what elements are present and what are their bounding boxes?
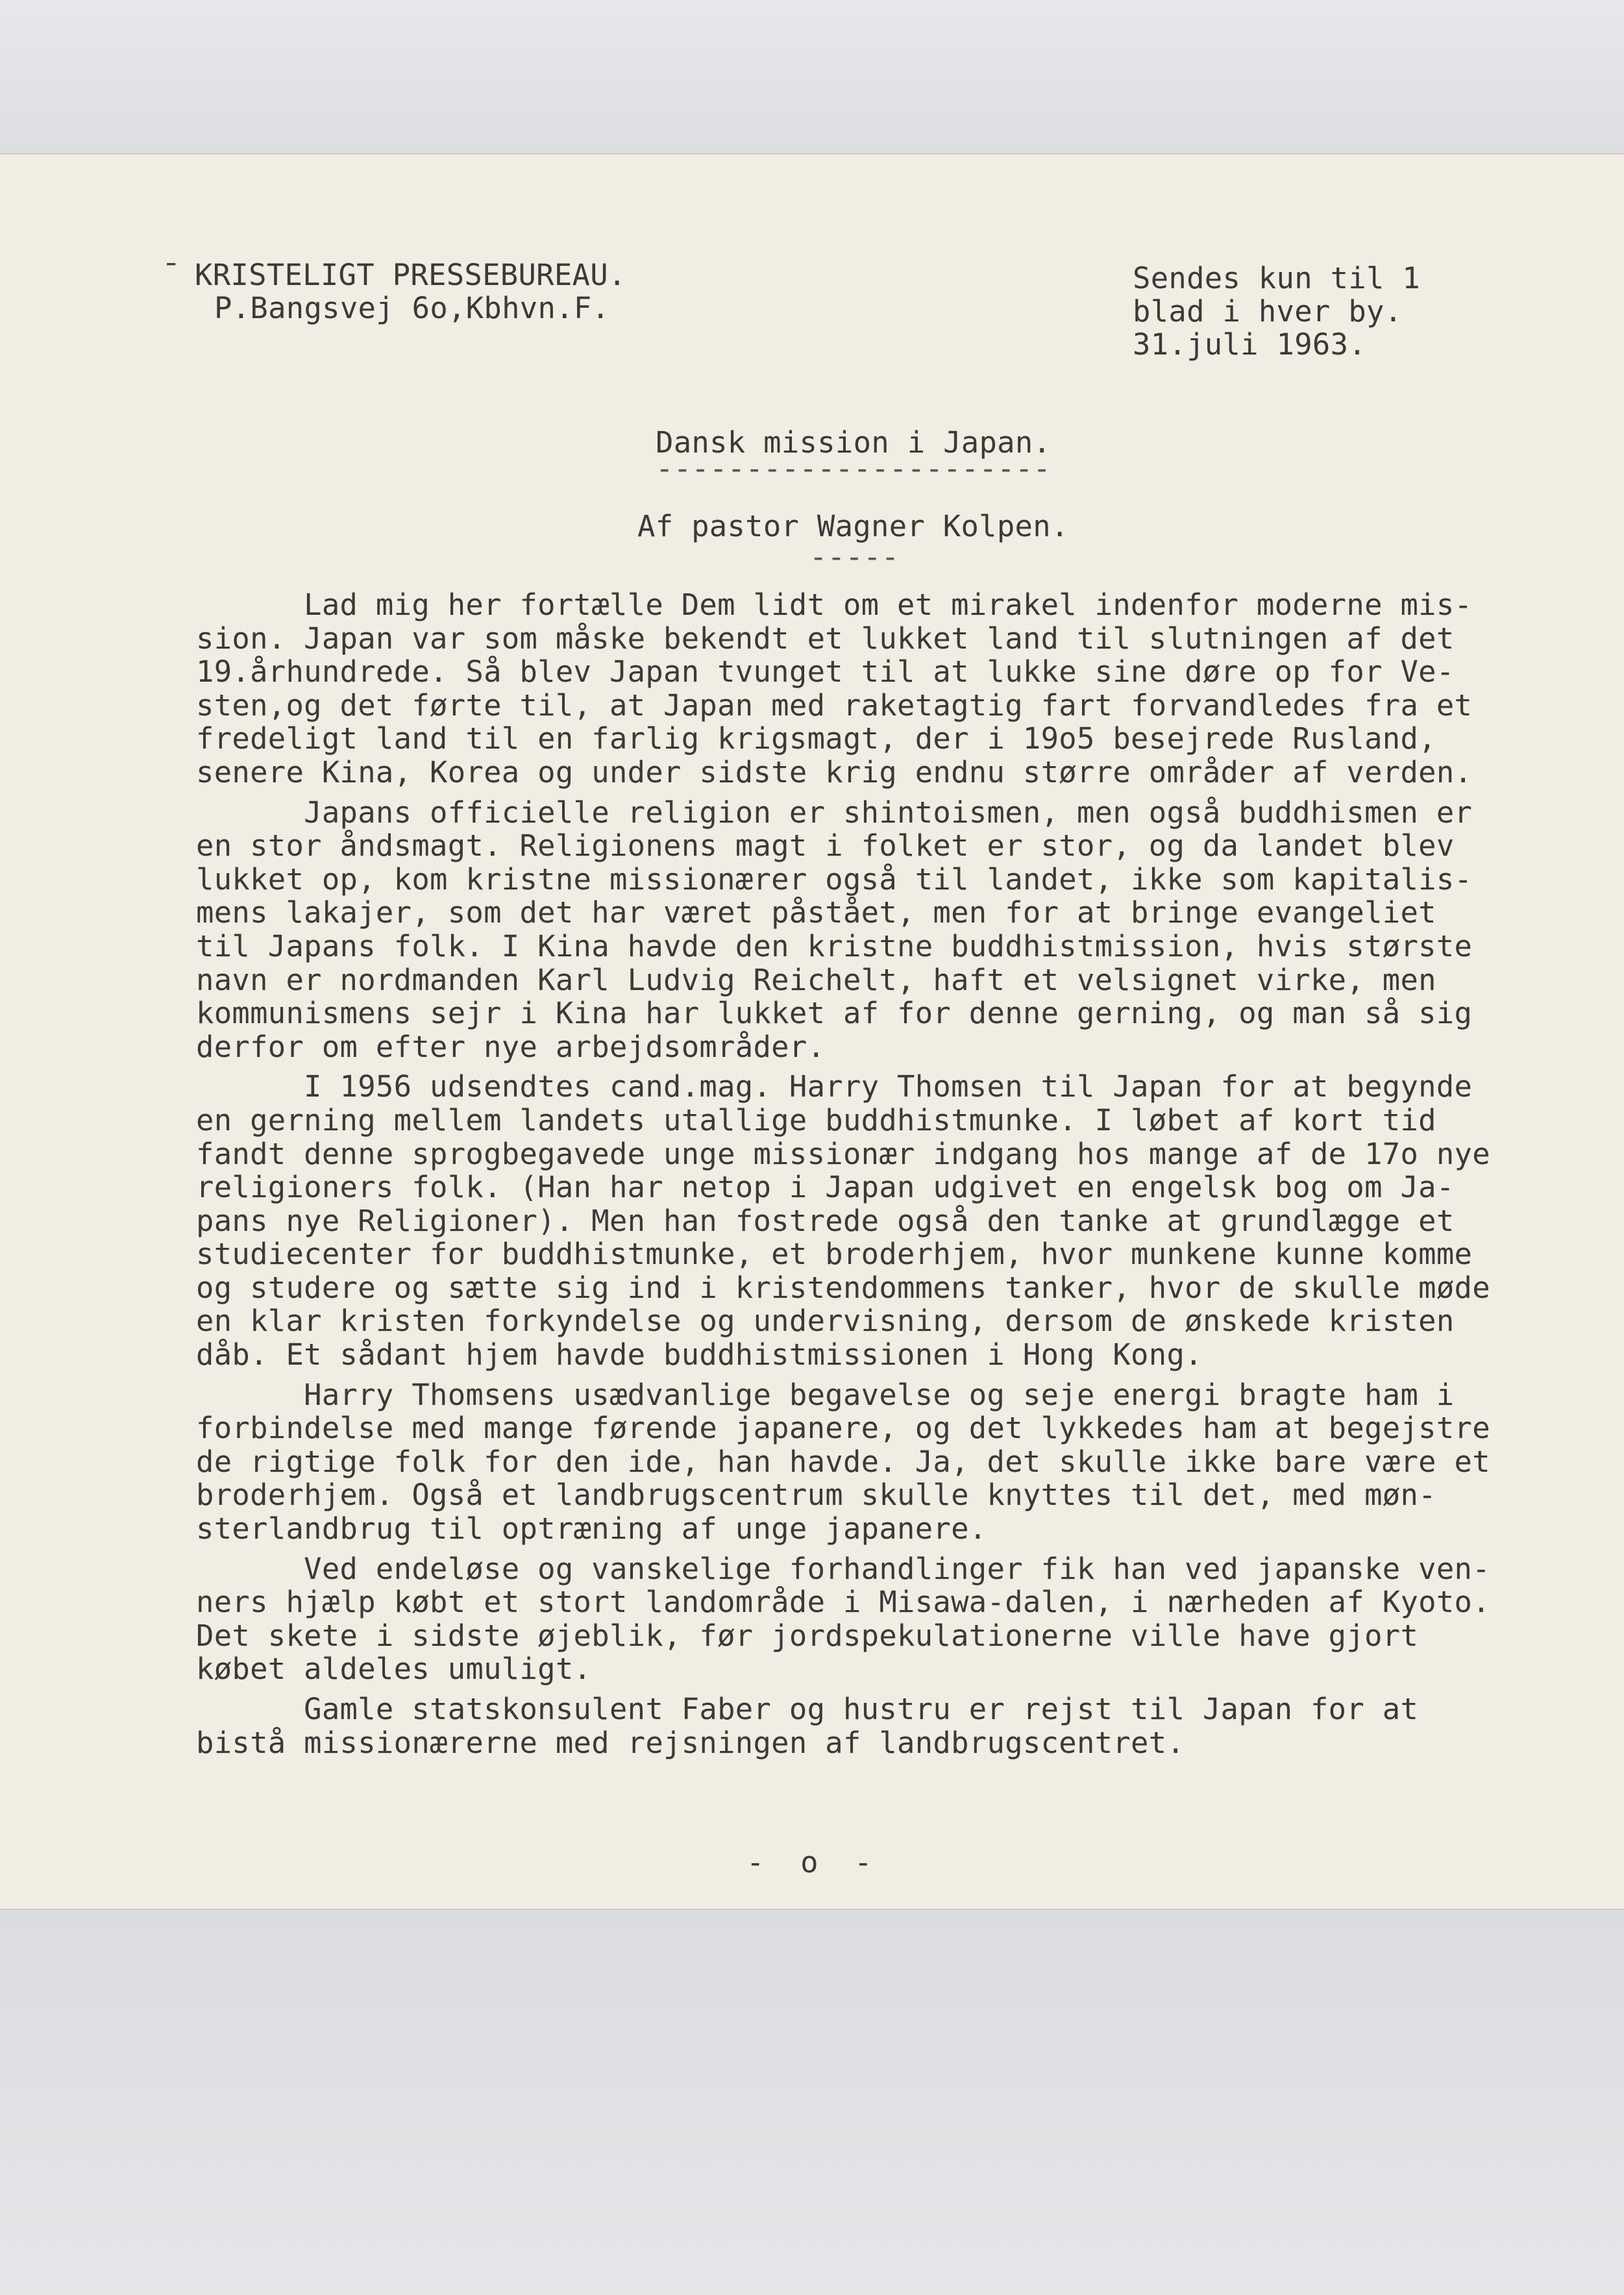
distribution-notice [1133, 262, 1420, 361]
paragraph-4: Harry Thomsens usædvanlige begavelse og seje energi bragte ham i forbindelse med mange førende japanere, og det lykkedes ham at begejstre de rigtige folk for den ide, han havde. Ja, det skulle ikke bare være et broderhjem. Også et landbrugscentrum skulle knyttes til det, med møn- sterlandbrug til optræning af unge japanere. [196, 1377, 1490, 1546]
paragraph-6: Gamle statskonsulent Faber og hustru er rejst til Japan for at bistå missionærerne med rejsningen af landbrugscentret. [196, 1692, 1419, 1760]
title-underline: ---------------------- [656, 451, 1052, 486]
closing-mark: - o - [746, 1845, 872, 1879]
paragraph-3: I 1956 udsendtes cand.mag. Harry Thomsen til Japan for at begynde en gerning mellem landets utallige buddhistmunke. I løbet af kort tid fandt denne sprogbegavede unge missionær indgang hos mange af de 17o nye religioners folk. (Han har netop i Japan udgivet en engelsk bog om Ja- pans nye Religioner). Men han fostrede også den tanke at grundlægge et studiecenter for buddhistmunke, et broderhjem, hvor munkene kunne komme og studere og sætte sig ind i kristendommens tanker, hvor de skulle møde en klar kristen forkyndelse og undervisning, dersom de ønskede kristen dåb. Et sådant hjem havde buddhistmissionen i Hong Kong. [196, 1069, 1490, 1372]
byline-underline: ----- [809, 540, 900, 574]
sender-name: KRISTELIGT PRESSEBUREAU. [195, 258, 626, 292]
sender-address: P.Bangsvej 6o,Kbhvn.F. [214, 291, 610, 325]
paragraph-5: Ved endeløse og vanskelige forhandlinger fik han ved japanske ven- ners hjælp købt et stort landområde i Misawa-dalen, i nærheden af Kyoto. Det skete i sidste øjeblik, før jordspekulationerne ville have gjort købet aldeles umuligt. [196, 1551, 1490, 1687]
paragraph-2: Japans officielle religion er shintoismen, men også buddhismen er en stor åndsmagt. Religionens magt i folket er stor, og da landet blev lukket op, kom kristne missionærer også til landet, ikke som kapitalis- mens lakajer, som det har været påstået, men for at bringe evangeliet til Japans folk. I Kina havde den kristne buddhistmission, hvis største navn er nordmanden Karl Ludvig Reichelt, haft et velsignet virke, men kommunismens sejr i Kina har lukket af for denne gerning, og man så sig derfor om efter nye arbejdsområder. [196, 795, 1473, 1064]
scanner-background-top [0, 0, 1624, 155]
scanner-background-bottom [0, 1909, 1624, 2295]
article-title: Dansk mission i Japan. [656, 425, 1052, 460]
margin-tick-mark: ¯ [162, 258, 180, 292]
typewritten-page [0, 155, 1624, 1909]
article-byline: Af pastor Wagner Kolpen. [637, 509, 1069, 543]
notice-line-1: Sendes kun til 1 [1133, 261, 1421, 295]
article-body [196, 588, 1490, 1759]
notice-line-2: blad i hver by. [1133, 294, 1403, 329]
paragraph-1: Lad mig her fortælle Dem lidt om et mirakel indenfor moderne mis- sion. Japan var som måske bekendt et lukket land til slutningen af det 19.århundrede. Så blev Japan tvunget til at lukke sine døre op for Ve- sten,og det førte til, at Japan med raketagtig fart forvandledes fra et fredeligt land til en farlig krigsmagt, der i 19o5 besejrede Rusland, senere Kina, Korea og under sidste krig endnu større områder af verden. [196, 588, 1473, 789]
notice-date: 31.juli 1963. [1133, 327, 1367, 362]
